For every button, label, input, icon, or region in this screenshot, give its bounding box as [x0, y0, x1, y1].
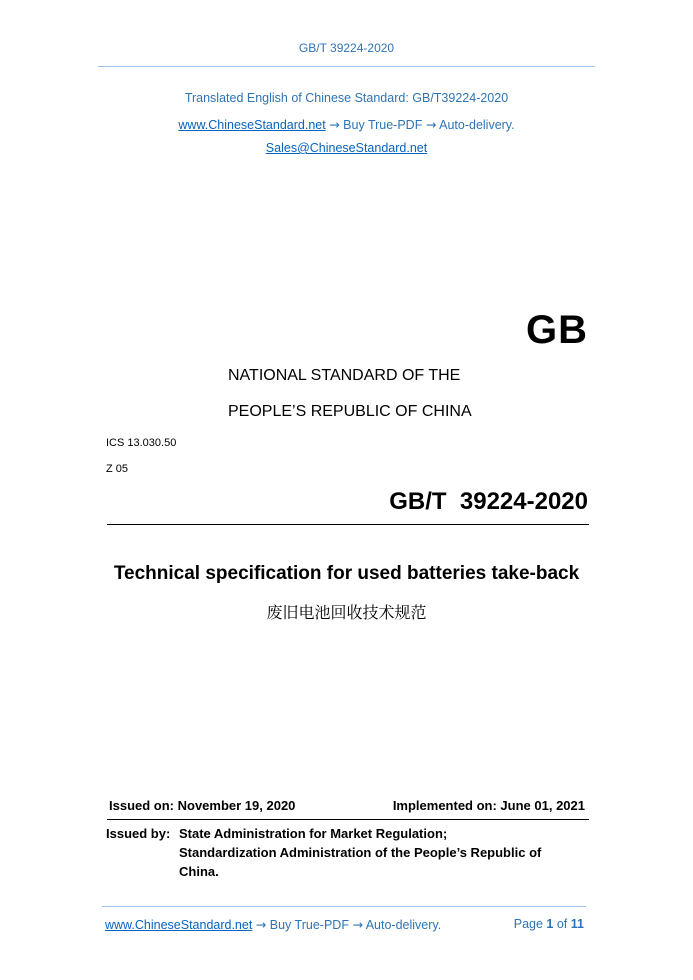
sales-email-link[interactable]: Sales@ChineseStandard.net: [265, 141, 428, 155]
site-link[interactable]: www.ChineseStandard.net: [178, 118, 326, 132]
footer-site-link[interactable]: www.ChineseStandard.net: [105, 918, 253, 932]
purchase-line: [0, 117, 693, 132]
implemented-on: Implemented on: June 01, 2021: [392, 798, 585, 813]
standard-number-rule: [107, 524, 589, 525]
header-divider: [98, 66, 595, 67]
national-standard-line1: NATIONAL STANDARD OF THE: [228, 367, 461, 384]
footer-divider: [102, 906, 586, 907]
dates-rule: [107, 819, 589, 820]
sales-line: [0, 141, 693, 155]
standard-number: GB/T 39224-2020: [389, 488, 588, 515]
translated-line: Translated English of Chinese Standard: GB/T39224-2020: [184, 91, 509, 105]
title-english: Technical specification for used batteries take-back: [113, 563, 580, 584]
issued-by-label: Issued by:: [106, 826, 171, 841]
arrow-right-icon: →: [425, 117, 437, 132]
buy-text: Buy True-PDF: [343, 118, 423, 132]
issued-on: Issued on: November 19, 2020: [109, 798, 296, 813]
ics-code: ICS 13.030.50: [106, 437, 177, 449]
arrow-right-icon: →: [329, 117, 340, 132]
page-number: [514, 917, 584, 931]
gb-mark: GB: [526, 308, 588, 352]
issuer-line2: Standardization Administration of the People’s Republic of: [179, 845, 542, 860]
footer-delivery-text: Auto-delivery.: [365, 918, 442, 932]
footer-buy-text: Buy True-PDF: [269, 918, 349, 932]
title-chinese: 废旧电池回收技术规范: [266, 603, 427, 622]
issuer-line1: State Administration for Market Regulation;: [179, 826, 448, 841]
issuer-line3: China.: [179, 864, 219, 879]
page-label: Page: [513, 917, 543, 931]
delivery-text: Auto-delivery.: [439, 118, 515, 132]
footer-purchase-line: [105, 917, 441, 932]
arrow-right-icon: →: [352, 917, 363, 932]
national-standard-line2: PEOPLE’S REPUBLIC OF CHINA: [228, 403, 472, 420]
page-of: of: [556, 917, 568, 931]
page-total: 11: [570, 917, 584, 931]
arrow-right-icon: →: [255, 917, 267, 932]
page-current: 1: [546, 917, 554, 931]
running-header: GB/T 39224-2020: [298, 41, 395, 55]
ccs-code: Z 05: [106, 463, 129, 475]
